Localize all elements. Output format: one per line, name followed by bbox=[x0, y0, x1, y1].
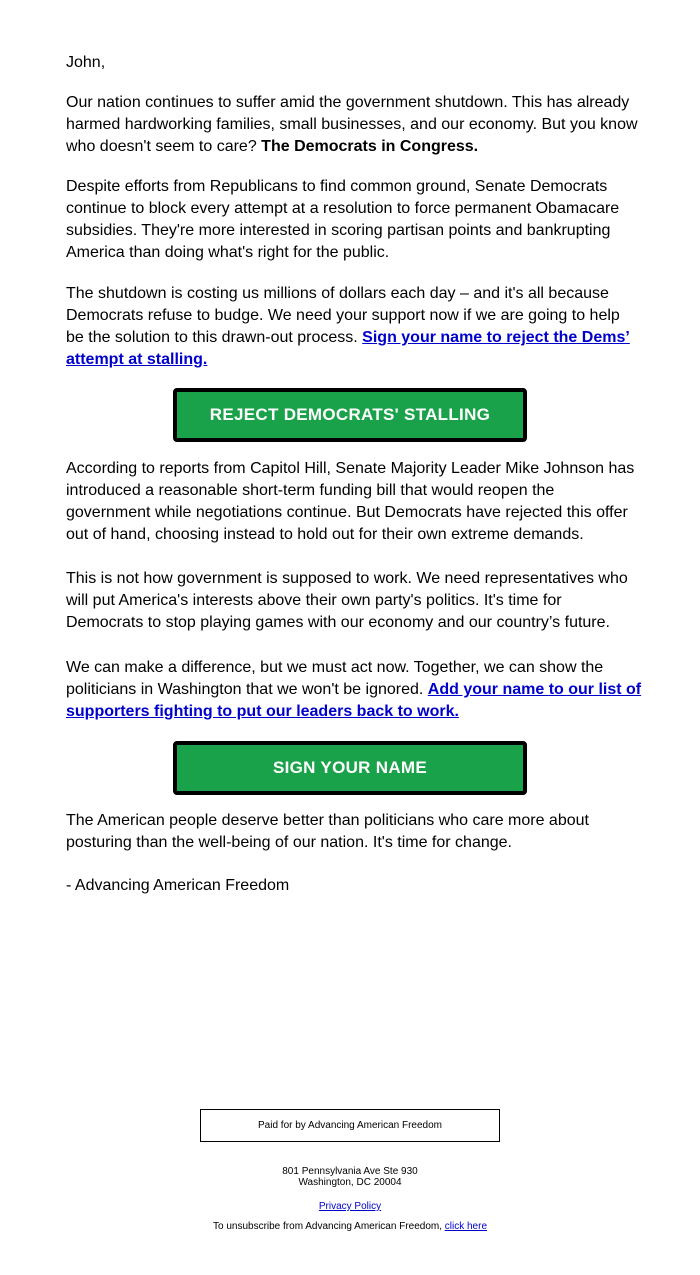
paragraph-text: The shutdown is costing us millions of dollars each day – and it's all because Democrats refuse to budge. We need your support now if we are going to help be the solution to this drawn-out process. bbox=[66, 285, 620, 346]
paragraph-6 bbox=[66, 657, 642, 723]
greeting: John, bbox=[66, 54, 106, 71]
paragraph-4: According to reports from Capitol Hill, Senate Majority Leader Mike Johnson has introduced a reasonable short-term funding bill that would reopen the government while negotiations continue. But Democrats have rejected this offer out of hand, choosing instead to hold out for their own extreme demands. bbox=[66, 460, 635, 543]
add-name-supporters-link[interactable]: Add your name to our list of supporters fighting to put our leaders back to work. bbox=[66, 681, 642, 720]
unsubscribe-row bbox=[0, 1221, 700, 1232]
privacy-row bbox=[0, 1201, 700, 1212]
unsubscribe-text: To unsubscribe from Advancing American Freedom, bbox=[212, 1221, 445, 1232]
paragraph-2: Despite efforts from Republicans to find common ground, Senate Democrats continue to block every attempt at a resolution to force permanent Obamacare subsidies. They're more interested in scoring partisan points and bankrupting America than doing what's right for the public. bbox=[66, 178, 620, 261]
reject-democrats-stalling-button[interactable]: REJECT DEMOCRATS' STALLING bbox=[173, 388, 527, 442]
address bbox=[0, 1166, 700, 1188]
address-line-1: 801 Pennsylvania Ave Ste 930 bbox=[282, 1166, 418, 1177]
sign-your-name-button[interactable]: SIGN YOUR NAME bbox=[173, 741, 527, 795]
paragraph-3 bbox=[66, 283, 642, 371]
unsubscribe-link[interactable]: click here bbox=[444, 1221, 488, 1232]
paragraph-text: We can make a difference, but we must act now. Together, we can show the politicians in Washington that we won't be ignored. bbox=[66, 659, 604, 698]
privacy-policy-link[interactable]: Privacy Policy bbox=[318, 1201, 382, 1212]
address-line-2: Washington, DC 20004 bbox=[298, 1177, 402, 1188]
paragraph-text: Our nation continues to suffer amid the government shutdown. This has already harmed hardworking families, small businesses, and our economy. But you know who doesn't seem to care? bbox=[66, 94, 638, 155]
paragraph-bold: The Democrats in Congress. bbox=[261, 138, 479, 155]
paragraph-7: The American people deserve better than politicians who care more about posturing than the well-being of our nation. It's time for change. bbox=[66, 812, 589, 851]
sign-name-reject-link[interactable]: Sign your name to reject the Dems’ attempt at stalling. bbox=[66, 329, 630, 368]
signoff: - Advancing American Freedom bbox=[66, 877, 290, 894]
paragraph-1 bbox=[66, 92, 642, 158]
paid-for-disclaimer: Paid for by Advancing American Freedom bbox=[200, 1109, 500, 1142]
paragraph-5: This is not how government is supposed to work. We need representatives who will put America's interests above their own party's politics. It's time for Democrats to stop playing games with our economy and our country’s future. bbox=[66, 570, 628, 631]
